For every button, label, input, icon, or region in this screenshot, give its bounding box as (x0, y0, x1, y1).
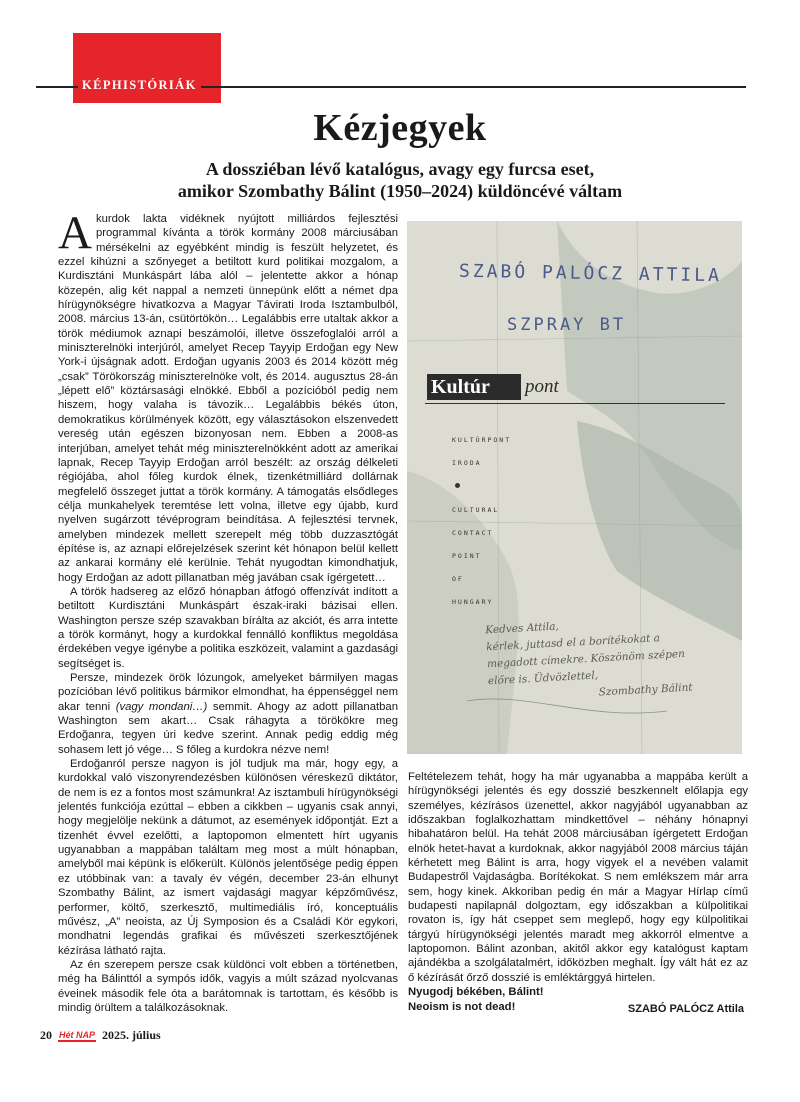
subtitle-line-2: amikor Szombathy Bálint (1950–2024) küldöncévé váltam (177, 181, 623, 201)
closing-line-2: Neoism is not dead! (408, 1000, 516, 1013)
article-title: Kézjegyek (313, 107, 487, 149)
note-line: Kedves Attila, (485, 620, 560, 637)
article-column-right (408, 770, 748, 1014)
paragraph-3-text-a: Persze, mindezek örök lózungok, amelyeket bármilyen magas pozícióban lévő politikus bármikor elmondhat, ha éppenséggel nem akar tenni (58, 672, 398, 713)
handwritten-sub: SZPRAY BT (507, 315, 627, 335)
scanned-folder-image (407, 221, 742, 754)
note-signature: Szombathy Bálint (598, 681, 693, 699)
note-line: előre is. Üdvözlettel, (487, 669, 599, 688)
menu-item: KULTÚRPONT (452, 436, 512, 444)
menu-item: HUNGARY (452, 598, 494, 606)
note-line: kérlek, juttasd el a borítékokat a (485, 632, 661, 654)
paragraph-3-text-b: semmit. Ahogy az adott pillanatban Washington sem akart… Csak ráhagyta a törökökre meg Erdoğanra, tegyen úri kedve szerint. Annak pedig eddig még sohasem lett jó vége… S főleg a kurdokra nézve nem! (58, 700, 398, 756)
author-byline: SZABÓ PALÓCZ Attila (627, 1003, 744, 1015)
paragraph-1 (58, 207, 398, 585)
paragraph-3-italic: (vagy mondani…) (115, 700, 208, 713)
article-subtitle (100, 158, 700, 202)
magazine-logo: Hét NAP (59, 1029, 96, 1040)
paragraph-2: A török hadsereg az előző hónapban átfogó offenzívát indított a betiltott Kurdisztáni Munkáspárt észak-iraki bázisai ellen. Washington persze szép szavakban bírálta az akciót, és arra intette a török kormányt, hogy a kurdokkal fennálló konfliktus megoldása érdekében vegye igénybe a politika eszközeit, valamint a gazdasági segítséget is. (58, 585, 398, 670)
drop-cap: A (58, 207, 92, 259)
note-line: megadott címekre. Köszönöm szépen (486, 647, 686, 671)
menu-item: IRODA (452, 459, 482, 467)
logo-underline (425, 403, 725, 404)
article-column-left (58, 207, 398, 1015)
handwritten-note (485, 610, 729, 707)
kulturpont-logo-italic: pont (525, 376, 559, 397)
paragraph-3 (58, 671, 398, 757)
subtitle-line-1: A dossziéban lévő katalógus, avagy egy furcsa eset, (205, 159, 595, 179)
menu-item: POINT (452, 552, 482, 560)
paragraph-6: Feltételezem tehát, hogy ha már ugyanabba a mappába került a hírügynökségi jelentés és egy dosszié beszkennelt előlapja egy személyes, kézírásos üzenettel, akkor nagyjából ugyanabban az időszakban foglalkozhattam mindkettővel – néhány hónapnyi hibahatáron belül. Ha tehát 2008 márciusában ígérgetett Erdoğan elnök hetet-havat a kurdoknak, akkor nagyjából 2008 március táján kérhetett meg Bálint is arra, hogy vigyek el a nevében valamit Budapestről Vajdaságba. Borítékokat. S nem emlékszem már arra sem, hogy kinek. Akkoriban pedig én már a Magyar Hírlap című budapesti napilapnál dolgoztam, egy időszakban a külpolitikai rovaton is, így hát cseppet sem meglepő, hogy egy külpolitikai tárgyú hírügynökségi jelentés maradt meg akkorról elmentve a laptopomon. Bálint azonban, akitől akkor egy katalógust kaptam ajándékba a szolgálatalmért, időközben meghalt. Így vált hát ez az ő kézírását őrző dosszié is emléktárggyá hirtelen. (408, 771, 748, 984)
handwritten-name: SZABÓ PALÓCZ ATTILA (458, 260, 723, 287)
page-number: 20 (40, 1028, 52, 1042)
kulturpont-logo: Kultúr (427, 374, 521, 400)
issue-date: 2025. július (102, 1028, 161, 1042)
paragraph-4: Erdoğanról persze nagyon is jól tudjuk ma már, hogy egy, a kurdokkal való viszonyrendezésben különösen véreskezű diktátor, de nem is ez a fontos most számunkra! Az isztambuli hírügynökségi jelentés funkciója ezúttal – ebben a cikkben – ugyanis csak annyi, hogy megjelölje nekünk a dátumot, az események időpontját. Ezt a tizenhét évvel ezelőtti, a laptopomon elmentett hírt ugyanis ugyanabban a mappában találtam meg most a múlt hónapban, amelyből mai képünk is előkerült. Különös jelentősége pedig éppen ez utóbbinak van: a tavaly év végén, december 23-án elhunyt Szombathy Bálint, az ismert vajdasági magyar képzőművész, performer, költő, szerkesztő, multimediális író, konceptuális művész, „A” neoista, az Új Symposion és a Családi Kör egykori, mondhatni legendás grafikai és művészeti szerkesztőjének kézírása látható rajta. (58, 758, 398, 957)
page-footer (40, 1028, 161, 1043)
menu-item: CONTACT (452, 529, 494, 537)
closing-line-1: Nyugodj békében, Bálint! (408, 986, 544, 999)
section-label: KÉPHISTÓRIÁK (78, 78, 201, 93)
paragraph-1-text: kurdok lakta vidéknek nyújtott milliárdos fejlesztési programmal kívánta a török kormány 2008 márciusában mérsékelni az egyébként mindig is feszült helyzetet, és ezzel kihúzni a szőnyeget a betiltott kurd politikai mozgalom, a Kurdisztáni Munkáspárt lába alól – jelentette akkor a hónap közepén, alig két nappal a nemzeti ünnepünk előtt a német dpa hírügynökségre hivatkozva a Magyar Távirati Iroda Isztambulból, 2008. március 13-án, csütörtökön… Legalábbis erre utaltak akkor a török médiumok aznapi beszámolói, illetve összefoglalói arról a miniszterelnöki interjúról, amelyet Recep Tayyip Erdoğan egy New York-i újságnak adott. Erdoğan ugyanis 2003 és 2014 között még „csak” Törökország miniszterelnöke volt, és 2014. augusztus 28-án „lépett elő” köztársasági elnökké. Ebből a pozícióból pedig nem hiszem, hogy valaha is távozik… Legalábbis békés úton, demokratikus körülmények között, egy választásokon elszenvedett vereség után egészen bizonyosan nem. Ebben a 2008-as interjúban, amelyet tehát még miniszterelnökként adott az amerikai lapnak, Recep Tayyip Erdoğan arról beszélt: az ország délkeleti régiójába, ahol főleg kurdok élnek, tizenkétmilliárd dollárnak megfelelő összeget juttat a török kormány. A támogatás elsődleges célja munkahelyek teremtése lett volna, illetve egy újabb, kurd nyelven sugárzott tévéprogram beindítása. A fejlesztési tervnek, amelyben mindezek mellett szerepelt még több duzzasztógát építése is, az aznapi előrejelzések szerint két hónapon belül kellett az ankarai kormány elé kerülnie. Tehát nyugodtan kimondhatjuk, hogy Erdoğan az adott pillanatban még javában csak ígérgetett… (58, 213, 398, 584)
paragraph-5: Az én szerepem persze csak küldönci volt ebben a történetben, még ha Bálinttól a sympós idők, vagyis a múlt század nyolcvanas éveinek második fele óta a barátomnak is tartottam, és később is mindig örültem a találkozásoknak. (58, 958, 398, 1014)
menu-bullet (455, 483, 460, 488)
menu-item: OF (452, 575, 464, 583)
menu-item: CULTURAL (452, 506, 500, 514)
